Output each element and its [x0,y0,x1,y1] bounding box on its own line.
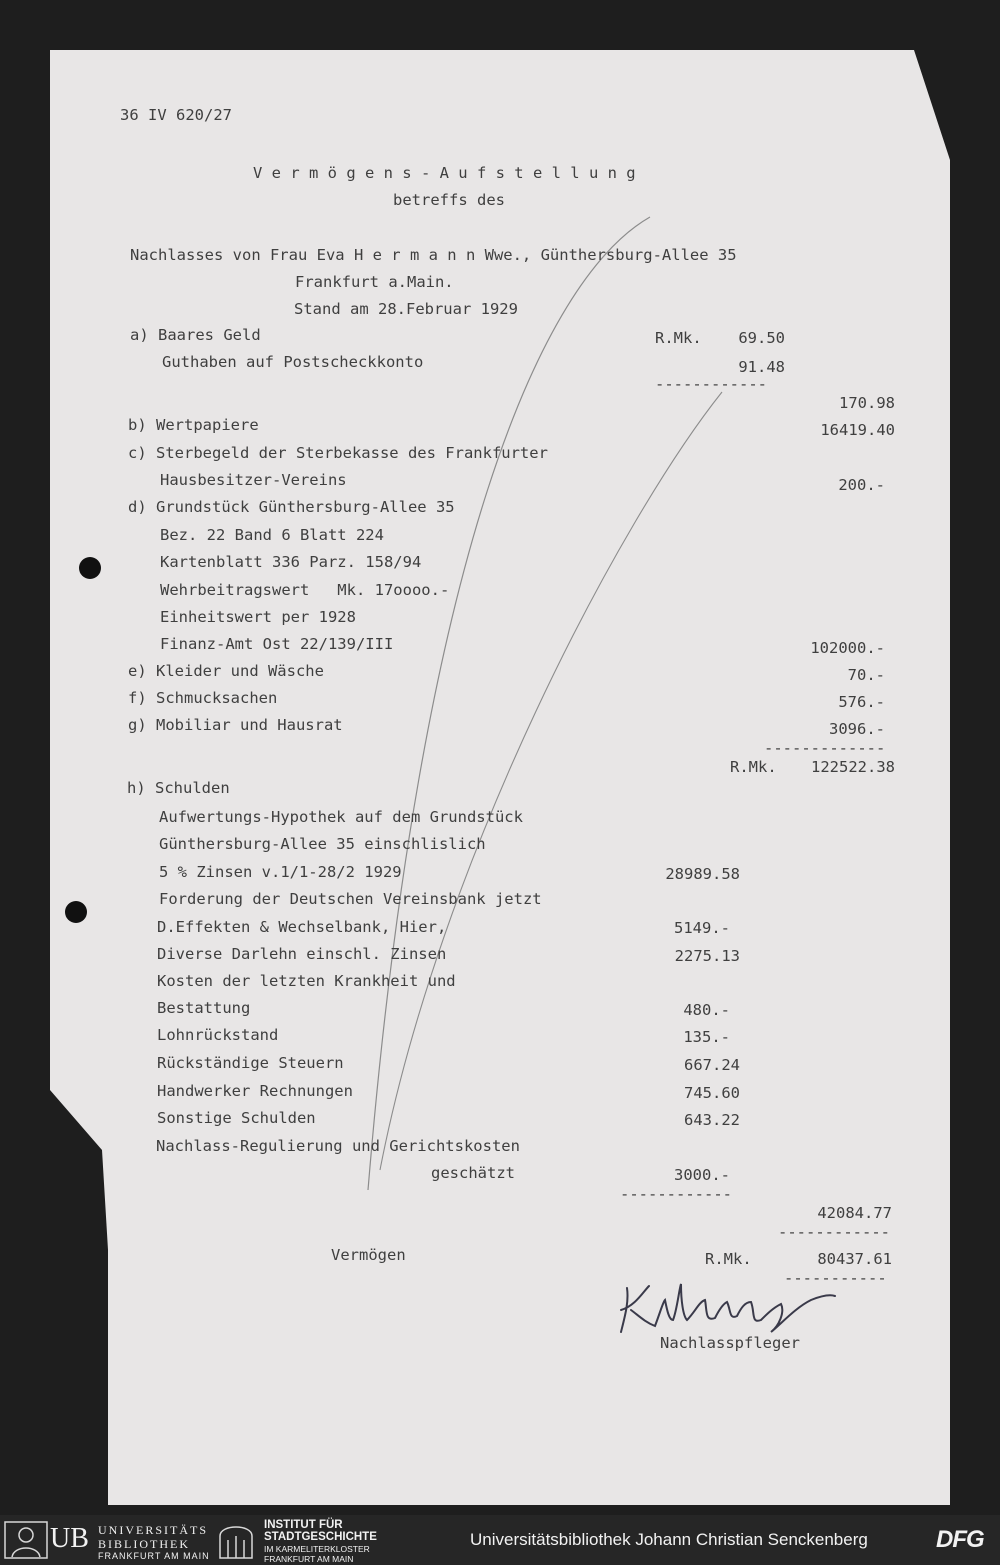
asset-detail: Einheitswert per 1928 [160,608,356,626]
handwritten-signature [615,1280,845,1340]
signature-title: Nachlasspfleger [660,1334,800,1352]
debt-line: Rückständige Steuern [157,1054,344,1072]
heading-line: Stand am 28.Februar 1929 [294,300,518,318]
document-title: V e r m ö g e n s - A u f s t e l l u n g [253,164,636,182]
debt-line: Sonstige Schulden [157,1109,316,1127]
debt-line: Günthersburg-Allee 35 einschlislich [159,835,486,853]
debt-line: Handwerker Rechnungen [157,1082,353,1100]
debt-amount: 135.- [683,1028,730,1046]
debt-line: Bestattung [157,999,251,1017]
debts-label: h) Schulden [127,779,230,797]
ub-label: BIBLIOTHEK [98,1537,190,1551]
asset-label: f) Schmucksachen [128,689,278,707]
currency-label: R.Mk. [655,329,702,347]
assets-total: 122522.38 [811,758,895,776]
debt-amount: 480.- [683,1001,730,1019]
asset-detail: Wehrbeitragswert Mk. 17oooo.- [160,581,450,599]
sum-rule: ------------ [778,1223,890,1241]
sum-rule: ------------ [655,375,767,393]
asset-label: e) Kleider und Wäsche [128,662,324,680]
asset-label: Guthaben auf Postscheckkonto [162,353,424,371]
ub-mark: UB [50,1523,89,1554]
ub-logo-icon [4,1521,48,1559]
debt-line: Aufwertungs-Hypothek auf dem Grundstück [159,808,523,826]
asset-amount: 576.- [838,693,885,711]
asset-label: g) Mobiliar und Hausrat [128,716,343,734]
debt-amount: 3000.- [674,1166,730,1184]
dfg-logo: DFG [936,1526,984,1553]
debt-line: Forderung der Deutschen Vereinsbank jetzt [159,890,542,908]
debt-line: Kosten der letzten Krankheit und [157,972,456,990]
debt-line: Nachlass-Regulierung und Gerichtskosten [156,1137,520,1155]
ub-label: UNIVERSITÄTS [98,1523,208,1537]
heading-line: Nachlasses von Frau Eva H e r m a n n Wwe., Günthersburg-Allee 35 [130,246,737,264]
currency-label: R.Mk. [705,1250,752,1268]
ub-label: FRANKFURT AM MAIN [98,1551,210,1561]
debt-amount: 2275.13 [674,947,740,965]
debts-total: 42084.77 [817,1204,892,1222]
asset-amount: 16419.40 [820,421,895,439]
asset-detail: Bez. 22 Band 6 Blatt 224 [160,526,384,544]
institute-label: STADTGESCHICHTE [264,1531,377,1543]
asset-amount: 91.48 [738,358,785,376]
institute-label: FRANKFURT AM MAIN [264,1554,354,1564]
sum-rule: ----------- [784,1269,887,1287]
asset-label: d) Grundstück Günthersburg-Allee 35 [128,498,455,516]
asset-label: c) Sterbegeld der Sterbekasse des Frankfurter [128,444,548,462]
debt-line: Lohnrückstand [157,1026,279,1044]
institute-logo-icon [216,1520,256,1560]
asset-label: Hausbesitzer-Vereins [160,471,347,489]
asset-label: b) Wertpapiere [128,416,259,434]
document-subtitle: betreffs des [393,191,505,209]
currency-label: R.Mk. [730,758,777,776]
debt-amount: 667.24 [684,1056,740,1074]
sum-rule: ------------ [620,1185,732,1203]
asset-amount: 3096.- [829,720,885,738]
asset-amount: 200.- [838,476,885,494]
heading-line: Frankfurt a.Main. [295,273,454,291]
debt-line: Diverse Darlehn einschl. Zinsen [157,945,447,963]
debt-line: geschätzt [431,1164,515,1182]
institute-label: IM KARMELITERKLOSTER [264,1544,370,1554]
subtotal-amount: 170.98 [839,394,895,412]
file-number: 36 IV 620/27 [120,106,232,124]
debt-line: D.Effekten & Wechselbank, Hier, [157,918,447,936]
library-name: Universitätsbibliothek Johann Christian Senckenberg [470,1530,868,1549]
asset-detail: Finanz-Amt Ost 22/139/III [160,635,394,653]
footer-bar [0,1515,1000,1565]
asset-detail: Kartenblatt 336 Parz. 158/94 [160,553,422,571]
institute-label: INSTITUT FÜR [264,1519,343,1531]
asset-amount: 102000.- [810,639,885,657]
debt-amount: 643.22 [684,1111,740,1129]
debt-amount: 745.60 [684,1084,740,1102]
asset-amount: 70.- [847,666,885,684]
net-amount: 80437.61 [817,1250,892,1268]
sum-rule: ------------- [764,739,886,757]
signature-stroke [621,1284,835,1332]
debt-amount: 5149.- [674,919,730,937]
net-label: Vermögen [331,1246,406,1264]
asset-amount: 69.50 [738,329,785,347]
asset-label: a) Baares Geld [130,326,261,344]
debt-amount: 28989.58 [665,865,740,883]
debt-line: 5 % Zinsen v.1/1-28/2 1929 [159,863,402,881]
